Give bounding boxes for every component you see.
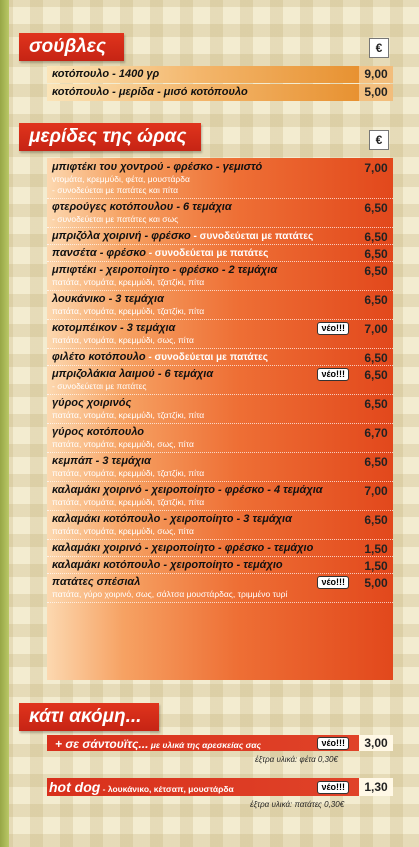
item-title: + σε σάντουϊτς... [55, 737, 149, 751]
item-price: 6,50 [364, 351, 388, 365]
item-title: καλαμάκι κοτόπουλο [52, 559, 161, 571]
item-ingredients: πατάτα, ντομάτα, κρεμμύδι, τζατζίκι, πίτα [52, 468, 205, 478]
item-ingredients: - συνοδεύεται με πατάτες και πίτα [52, 185, 179, 195]
item-desc: - φρέσκο - γεμιστό [163, 161, 263, 173]
item-ingredients: πατάτα, ντομάτα, κρεμμύδι, σως, πίτα [52, 335, 194, 345]
menu-item [47, 66, 393, 83]
item-desc: - χειροποίητο - φρέσκο - 2 τεμάχια [96, 264, 278, 276]
new-badge: νέο!!! [317, 322, 349, 335]
item-title: πανσέτα [52, 247, 97, 259]
menu-item [47, 575, 393, 603]
item-ingredients: πατάτα, ντομάτα, κρεμμύδι, σως, πίτα [52, 439, 194, 449]
item-ingredients: - συνοδεύεται με πατάτες και σως [52, 214, 179, 224]
item-title: hot dog [49, 779, 101, 795]
section-title-kati-akomi: κάτι ακόμη... [19, 703, 159, 731]
item-price: 5,00 [364, 576, 388, 590]
item-desc: - χειροποίητο - τεμάχιο [160, 559, 283, 571]
row-separator [47, 394, 393, 395]
item-title: μπριζολάκια λαιμού [52, 368, 155, 380]
item-ingredients: - συνοδεύεται με πατάτες [52, 381, 147, 391]
row-separator [47, 365, 393, 366]
item-desc: - συνοδεύεται με πατάτες [145, 248, 269, 259]
item-title: κοτόπουλο [52, 68, 110, 80]
euro-icon: € [369, 130, 389, 150]
item-title: λουκάνικο [52, 293, 106, 305]
item-price: 6,50 [364, 230, 388, 244]
row-separator [47, 556, 393, 557]
item-price: 6,50 [364, 201, 388, 215]
item-title: καλαμάκι χοιρινό [52, 484, 142, 496]
item-price: 6,50 [364, 293, 388, 307]
item-price: 1,30 [359, 778, 393, 796]
item-ingredients: πατάτα, ντομάτα, κρεμμύδι, τζατζίκι, πίτα [52, 306, 205, 316]
item-price: 6,50 [364, 455, 388, 469]
item-title: καλαμάκι χοιρινό [52, 542, 142, 554]
item-title: κεμπάπ [52, 455, 93, 467]
item-price: 7,00 [364, 161, 388, 175]
item-desc: - 3 τεμάχια [105, 293, 164, 305]
section-title-souvles: σούβλες [19, 33, 124, 61]
extra-note: έξτρα υλικά: φέτα 0,30€ [255, 755, 338, 764]
euro-icon: € [369, 38, 389, 58]
item-price: 6,50 [364, 397, 388, 411]
item-price: 5,00 [359, 84, 393, 101]
row-separator [47, 481, 393, 482]
new-badge: νέο!!! [317, 737, 349, 750]
new-badge: νέο!!! [317, 781, 349, 794]
menu-item [47, 396, 393, 424]
item-desc: - 6 τεμάχια [154, 368, 214, 380]
menu-item [47, 246, 393, 262]
item-price: 1,50 [364, 542, 388, 556]
menu-item [47, 454, 393, 482]
item-desc: - 3 τεμάχια [92, 455, 152, 467]
item-title: μπιφτέκι [52, 264, 97, 276]
item-ingredients: πατάτα, ντομάτα, κρεμμύδι, τζατζίκι, πίτα [52, 410, 205, 420]
item-desc: - συνοδεύεται με πατάτες [145, 352, 268, 363]
row-separator [47, 539, 393, 540]
item-title: γύρος κοτόπουλο [52, 426, 145, 438]
item-desc: - μερίδα - μισό κοτόπουλο [109, 86, 248, 98]
item-price: 9,00 [359, 66, 393, 83]
menu-item [47, 350, 393, 366]
row-separator [47, 602, 393, 603]
item-ingredients: πατάτα, ντομάτα, κρεμμύδι, τζατζίκι, πίτα [52, 277, 205, 287]
row-separator [47, 423, 393, 424]
item-price: 3,00 [359, 735, 393, 751]
menu-item [47, 367, 393, 395]
item-price: 7,00 [364, 484, 388, 498]
item-desc: - λουκάνικο, κέτσαπ, μουστάρδα [100, 784, 234, 794]
menu-item [47, 160, 393, 199]
item-price: 1,50 [364, 559, 388, 573]
row-separator [47, 319, 393, 320]
item-price: 6,50 [364, 264, 388, 278]
decorative-ribbon [0, 0, 9, 847]
menu-item-hotdog [47, 778, 393, 796]
item-title: μπιφτέκι του χοντρού [52, 161, 164, 173]
item-desc: - χειροποίητο - φρέσκο - τεμάχιο [141, 542, 314, 554]
item-title: γύρος χοιρινός [52, 397, 132, 409]
item-price: 6,50 [364, 368, 388, 382]
menu-item [47, 292, 393, 320]
item-desc: - χειροποίητο - 3 τεμάχια [160, 513, 292, 525]
item-ingredients: ντομάτα, κρεμμύδι, φέτα, μουστάρδα [52, 174, 190, 184]
item-ingredients: πατάτα, ντομάτα, κρεμμύδι, σως, πίτα [52, 526, 194, 536]
menu-item [47, 541, 393, 557]
item-title: καλαμάκι κοτόπουλο [52, 513, 161, 525]
item-title: φιλέτο κοτόπουλο [52, 351, 146, 363]
row-separator [47, 348, 393, 349]
menu-item [47, 558, 393, 574]
row-separator [47, 452, 393, 453]
item-price: 6,50 [364, 513, 388, 527]
item-ingredients: πατάτα, γύρο χοιρινό, σως, σάλτσα μουστάρδας, τριμμένο τυρί [52, 589, 288, 599]
item-ingredients: πατάτα, ντομάτα, κρεμμύδι, τζατζίκι, πίτα [52, 497, 205, 507]
new-badge: νέο!!! [317, 576, 349, 589]
row-separator [47, 261, 393, 262]
item-desc: - 6 τεμάχια [173, 201, 232, 213]
item-desc: - φρέσκο [141, 230, 191, 242]
item-price: 6,50 [364, 247, 388, 261]
menu-item [47, 229, 393, 245]
item-desc: - 3 τεμάχια [116, 322, 176, 334]
item-desc: - φρέσκο [96, 247, 146, 259]
menu-item [47, 512, 393, 540]
row-separator [47, 290, 393, 291]
section-title-merides: μερίδες της ώρας [19, 123, 201, 151]
menu-item [47, 263, 393, 291]
menu-item [47, 84, 393, 101]
item-price: 7,00 [364, 322, 388, 336]
menu-item-sandwich [47, 735, 393, 751]
item-price: 6,70 [364, 426, 388, 440]
item-desc: - 1400 γρ [109, 68, 160, 80]
item-desc: με υλικά της αρεσκείας σας [148, 740, 262, 750]
extra-note: έξτρα υλικά: πατάτες 0,30€ [250, 800, 345, 809]
item-desc: - συνοδεύεται με πατάτες [190, 231, 314, 242]
item-title: μπριζόλα χοιρινή [52, 230, 142, 242]
item-title: πατάτες σπέσιαλ [52, 576, 141, 588]
row-separator [47, 510, 393, 511]
menu-item [47, 483, 393, 511]
item-title: κοτόπουλο [52, 86, 110, 98]
item-desc: - χειροποίητο - φρέσκο - 4 τεμάχια [141, 484, 323, 496]
row-separator [47, 198, 393, 199]
menu-item [47, 200, 393, 228]
row-separator [47, 244, 393, 245]
item-title: κοτομπέικον [52, 322, 117, 334]
menu-item [47, 321, 393, 349]
row-separator [47, 573, 393, 574]
new-badge: νέο!!! [317, 368, 349, 381]
menu-item [47, 425, 393, 453]
item-title: φτερούγες κοτόπουλου [52, 201, 174, 213]
row-separator [47, 227, 393, 228]
